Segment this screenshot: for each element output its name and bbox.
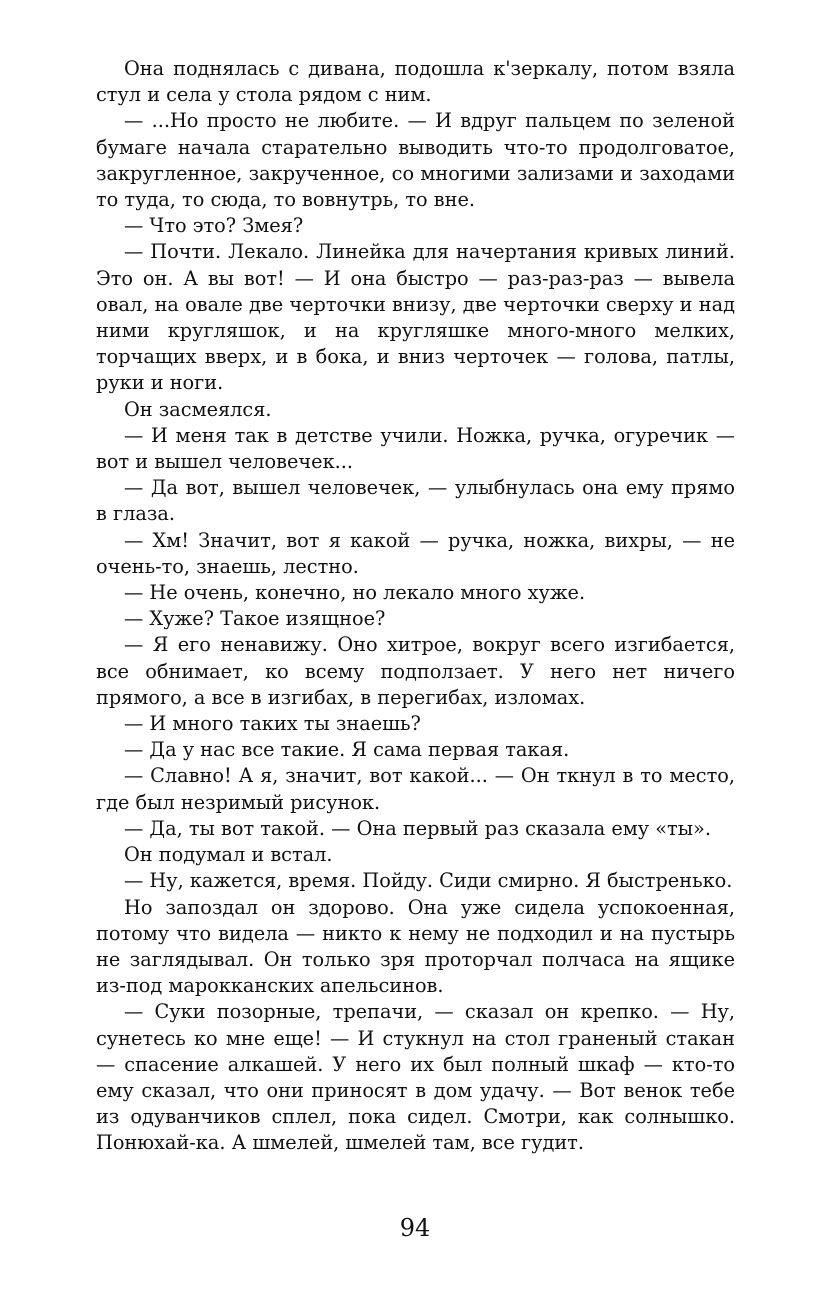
paragraph: Он подумал и встал.: [124, 843, 333, 867]
paragraph: — И меня так в детстве учили. Ножка, ручка, огуречик — вот и вышел человечек...: [96, 423, 735, 474]
paragraph: — Да у нас все такие. Я сама первая такая.: [124, 738, 570, 762]
paragraph: — И много таких ты знаешь?: [124, 712, 421, 736]
paragraph: — ...Но просто не любите. — И вдруг пальцем по зеленой бумаге начала старательно выводить что-то продолговатое, закругленное, закрученное, со многими зализами и заходами то туда, то сюда, то вовнутрь, то вне.: [96, 109, 735, 212]
paragraph: Но запоздал он здорово. Она уже сидела успокоенная, потому что видела — никто к нему не подходил и на пустырь не заглядывал. Он только зря проторчал полчаса на ящике из-под марокканских апельсинов.: [96, 895, 735, 998]
page-number: 94: [399, 1214, 431, 1242]
paragraph: — Ну, кажется, время. Пойду. Сиди смирно. Я быстренько.: [124, 869, 733, 893]
paragraph: — Да, ты вот такой. — Она первый раз сказала ему «ты».: [124, 816, 711, 840]
paragraph: Он засмеялся.: [124, 397, 272, 421]
paragraph: — Да вот, вышел человечек, — улыбнулась она ему прямо в глаза.: [96, 476, 735, 526]
paragraph: — Хм! Значит, вот я какой — ручка, ножка, вихры, — не очень-то, знаешь, лестно.: [96, 528, 735, 578]
paragraph: — Не очень, конечно, но лекало много хуже.: [124, 581, 586, 605]
paragraph: — Что это? Змея?: [124, 214, 304, 238]
paragraph: — Я его ненавижу. Оно хитрое, вокруг всего изгибается, все обнимает, ко всему подползает. У него нет ничего прямого, а все в изгибах, в перегибах, изломах.: [96, 633, 735, 709]
paragraph: — Славно! А я, значит, вот какой... — Он ткнул в то место, где был незримый рисунок.: [96, 764, 735, 814]
page-body-text: [96, 56, 735, 1157]
paragraph: — Почти. Лекало. Линейка для начертания кривых линий. Это он. А вы вот! — И она быстро — раз-раз-раз — вывела овал, на овале две черточки внизу, две черточки сверху и над ними кругляшок, и на кругляшке много-много мелких, торчащих вверх, и в бока, и вниз черточек — голова, патлы, руки и ноги.: [96, 240, 735, 395]
paragraph: — Хуже? Такое изящное?: [124, 607, 386, 631]
paragraph: — Суки позорные, трепачи, — сказал он крепко. — Ну, сунетесь ко мне еще! — И стукнул на стол граненый стакан — спасение алкашей. У него их был полный шкаф — кто-то ему сказал, что они приносят в дом удачу. — Вот венок тебе из одуванчиков сплел, пока сидел. Смотри, как солнышко. Понюхай-ка. А шмелей, шмелей там, все гудит.: [96, 1000, 735, 1155]
paragraph: Она поднялась с дивана, подошла к'зеркалу, потом взяла стул и села у стола рядом с ним.: [96, 57, 735, 107]
